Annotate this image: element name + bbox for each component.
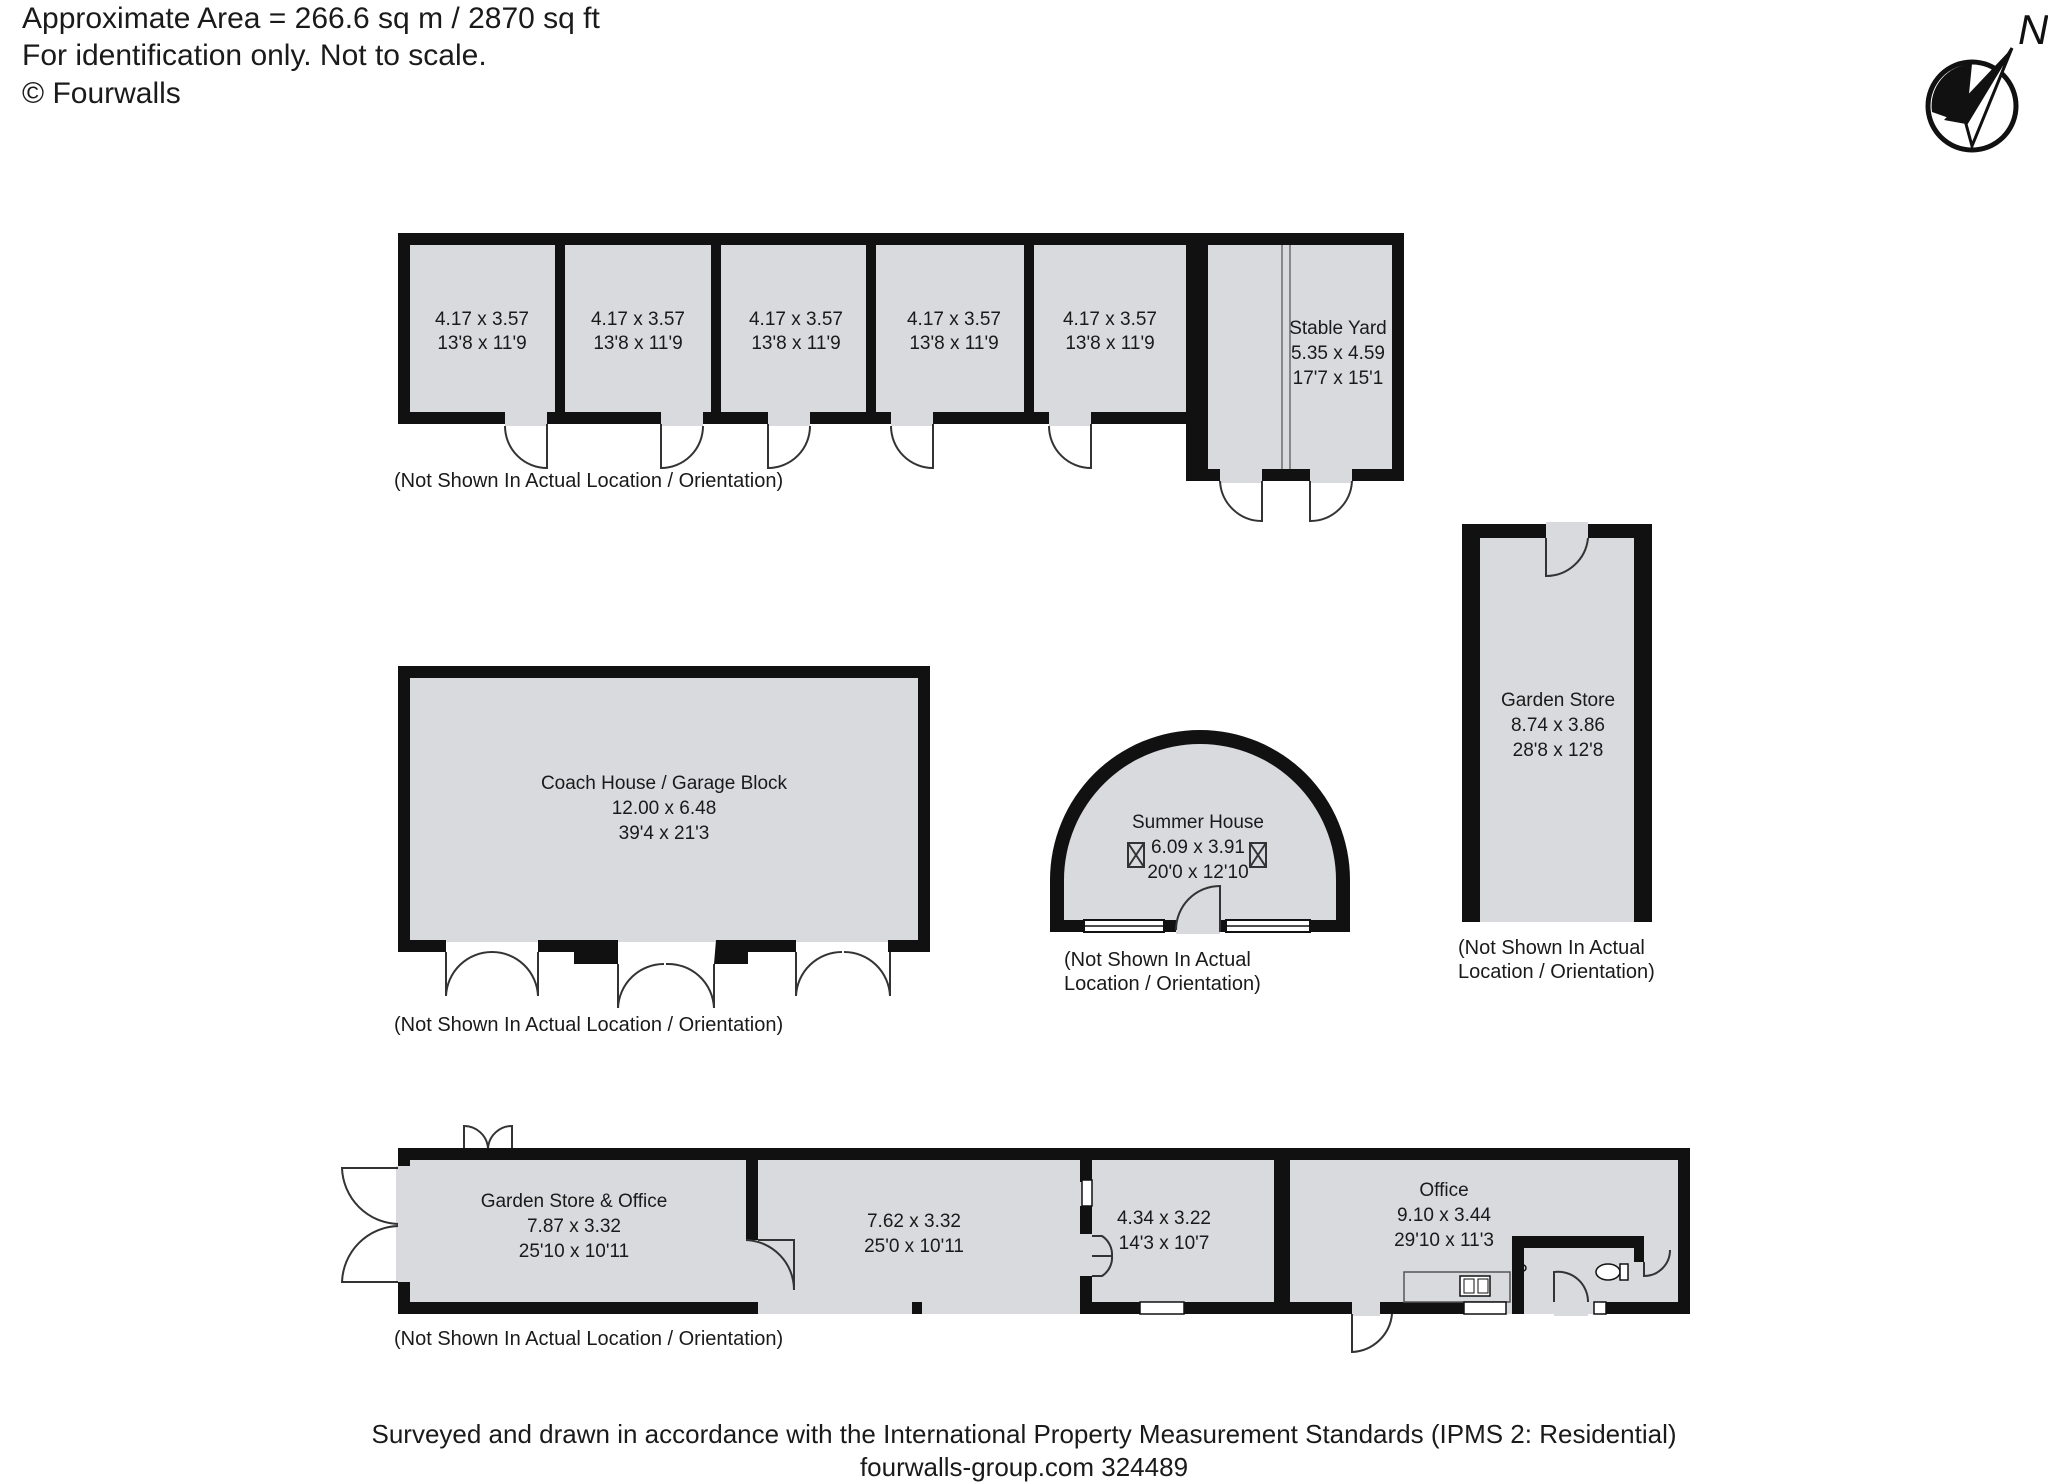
garden-office-metric: 7.87 x 3.32	[526, 1216, 622, 1237]
coach-house-metric: 12.00 x 6.48	[611, 798, 717, 819]
office-block	[342, 1126, 1690, 1352]
stable-box-4-imperial: 13'8 x 11'9	[909, 333, 999, 354]
compass-n-label: N	[2018, 6, 2048, 53]
disclaimer-text: For identification only. Not to scale.	[22, 39, 487, 72]
office-name: Office	[1419, 1180, 1469, 1201]
area-text: Approximate Area = 266.6 sq m / 2870 sq ft	[22, 2, 600, 35]
stables-location-note: (Not Shown In Actual Location / Orientation)	[394, 470, 784, 492]
stable-box-5-imperial: 13'8 x 11'9	[1065, 333, 1155, 354]
summer-house-metric: 6.09 x 3.91	[1150, 837, 1246, 858]
summer-house-imperial: 20'0 x 12'10	[1147, 862, 1249, 883]
stable-yard-metric: 5.35 x 4.59	[1290, 343, 1386, 364]
summer-house-location-note-2: Location / Orientation)	[1064, 973, 1261, 995]
summer-house-name: Summer House	[1132, 812, 1264, 833]
office-metric: 9.10 x 3.44	[1396, 1205, 1492, 1226]
garden-office-name: Garden Store & Office	[480, 1191, 668, 1212]
office-block-location-note: (Not Shown In Actual Location / Orientation)	[394, 1328, 784, 1350]
compass-icon	[1928, 6, 2048, 150]
coach-house-block	[398, 666, 930, 1008]
stable-box-1-imperial: 13'8 x 11'9	[437, 333, 527, 354]
coach-house-name: Coach House / Garage Block	[540, 773, 788, 794]
reference-footer: fourwalls-group.com 324489	[859, 1452, 1189, 1482]
office-imperial: 29'10 x 11'3	[1394, 1230, 1494, 1251]
coach-house-imperial: 39'4 x 21'3	[618, 823, 710, 844]
stable-box-3-imperial: 13'8 x 11'9	[751, 333, 841, 354]
stable-box-5-metric: 4.17 x 3.57	[1062, 309, 1158, 330]
garden-store-imperial: 28'8 x 12'8	[1512, 740, 1604, 761]
summer-house-block	[1050, 730, 1350, 934]
garden-store-block	[1462, 522, 1652, 922]
small-room-metric: 4.34 x 3.22	[1116, 1208, 1212, 1229]
summer-house-location-note-1: (Not Shown In Actual	[1064, 949, 1251, 971]
stable-yard-name: Stable Yard	[1289, 318, 1387, 339]
middle-room-metric: 7.62 x 3.32	[866, 1211, 962, 1232]
garden-office-imperial: 25'10 x 10'11	[518, 1241, 630, 1262]
stable-box-2-metric: 4.17 x 3.57	[590, 309, 686, 330]
small-room-imperial: 14'3 x 10'7	[1118, 1233, 1210, 1254]
stable-box-3-metric: 4.17 x 3.57	[748, 309, 844, 330]
garden-store-location-note-2: Location / Orientation)	[1458, 961, 1655, 983]
stable-box-4-metric: 4.17 x 3.57	[906, 309, 1002, 330]
stable-yard-imperial: 17'7 x 15'1	[1292, 368, 1384, 389]
copyright-text: © Fourwalls	[22, 77, 181, 110]
garden-store-location-note-1: (Not Shown In Actual	[1458, 937, 1645, 959]
garden-store-metric: 8.74 x 3.86	[1510, 715, 1606, 736]
middle-room-imperial: 25'0 x 10'11	[864, 1236, 964, 1257]
stable-box-1-metric: 4.17 x 3.57	[434, 309, 530, 330]
garden-store-name: Garden Store	[1500, 690, 1616, 711]
standards-footer: Surveyed and drawn in accordance with the International Property Measurement Standards (IPMS 2: Residential)	[371, 1419, 1677, 1449]
stable-box-2-imperial: 13'8 x 11'9	[593, 333, 683, 354]
coach-house-location-note: (Not Shown In Actual Location / Orientation)	[394, 1014, 784, 1036]
